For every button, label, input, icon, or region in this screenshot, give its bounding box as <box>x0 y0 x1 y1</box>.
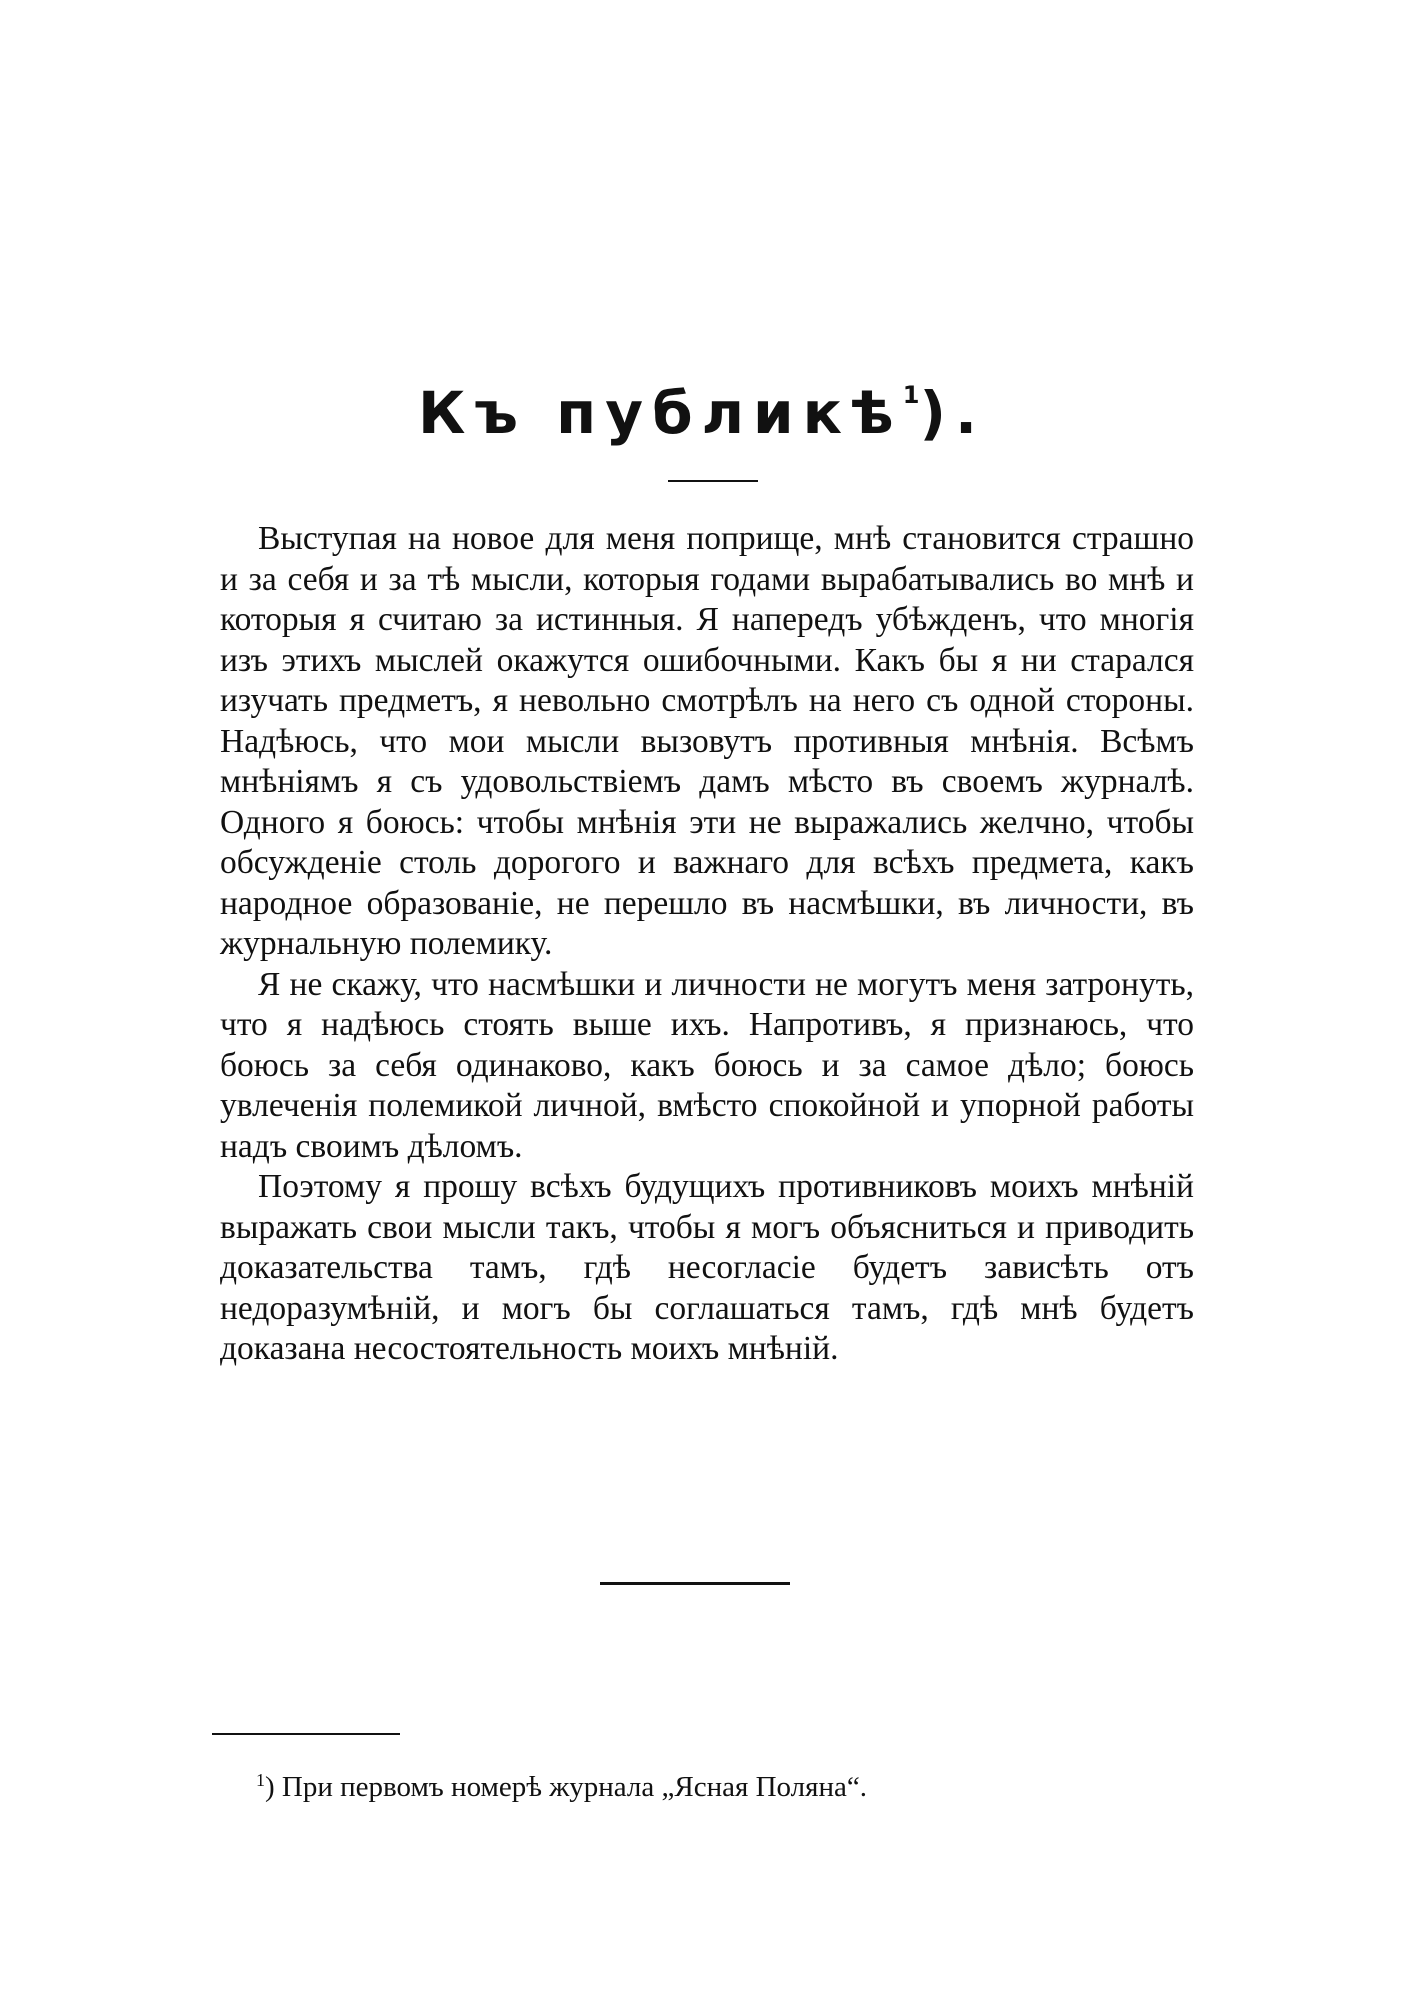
title-footnote-ref: 1 <box>902 381 920 409</box>
footnote-text: ) При первомъ номерѣ журнала „Ясная Поляна“. <box>265 1771 867 1803</box>
title-text: Къ публикѣ <box>418 379 903 447</box>
title-close-paren: ). <box>919 379 986 447</box>
paragraph-3: Поэтому я прошу всѣхъ будущихъ противниковъ моихъ мнѣній выражать свои мысли такъ, чтобы я могъ объясниться и приводить доказательства тамъ, гдѣ несогласіе будетъ зависѣть отъ недоразумѣній, и могъ бы соглашаться тамъ, гдѣ мнѣ будетъ доказана несостоятельность моихъ мнѣній. <box>220 1168 1194 1367</box>
footnote <box>256 1762 867 1805</box>
paragraph-2: Я не скажу, что насмѣшки и личности не могутъ меня затронуть, что я надѣюсь стоять выше ихъ. Напротивъ, я признаюсь, что боюсь за себя одинаково, какъ боюсь и за самое дѣло; боюсь увлеченія полемикой личной, вмѣсто спокойной и упорной работы надъ своимъ дѣломъ. <box>220 965 1194 1165</box>
body-text <box>220 519 1194 1370</box>
footnote-marker: 1 <box>256 1770 265 1790</box>
end-divider <box>600 1582 790 1585</box>
footnote-divider <box>212 1733 400 1735</box>
page-title <box>0 360 1404 448</box>
paragraph-1: Выступая на новое для меня поприще, мнѣ становится страшно и за себя и за тѣ мысли, которыя годами вырабатывались во мнѣ и которыя я считаю за истинныя. Я напередъ убѣжденъ, что многія изъ этихъ мыслей окажутся ошибочными. Какъ бы я ни старался изучать предметъ, я невольно смотрѣлъ на него съ одной стороны. Надѣюсь, что мои мысли вызовутъ противныя мнѣнія. Всѣмъ мнѣніямъ я съ удовольствіемъ дамъ мѣсто въ своемъ журналѣ. Одного я боюсь: чтобы мнѣнія эти не выражались желчно, чтобы обсужденіе столь дорогого и важнаго для всѣхъ предмета, какъ народное образованіе, не перешло въ насмѣшки, въ личности, въ журнальную полемику. <box>220 520 1194 962</box>
title-divider <box>668 480 758 482</box>
